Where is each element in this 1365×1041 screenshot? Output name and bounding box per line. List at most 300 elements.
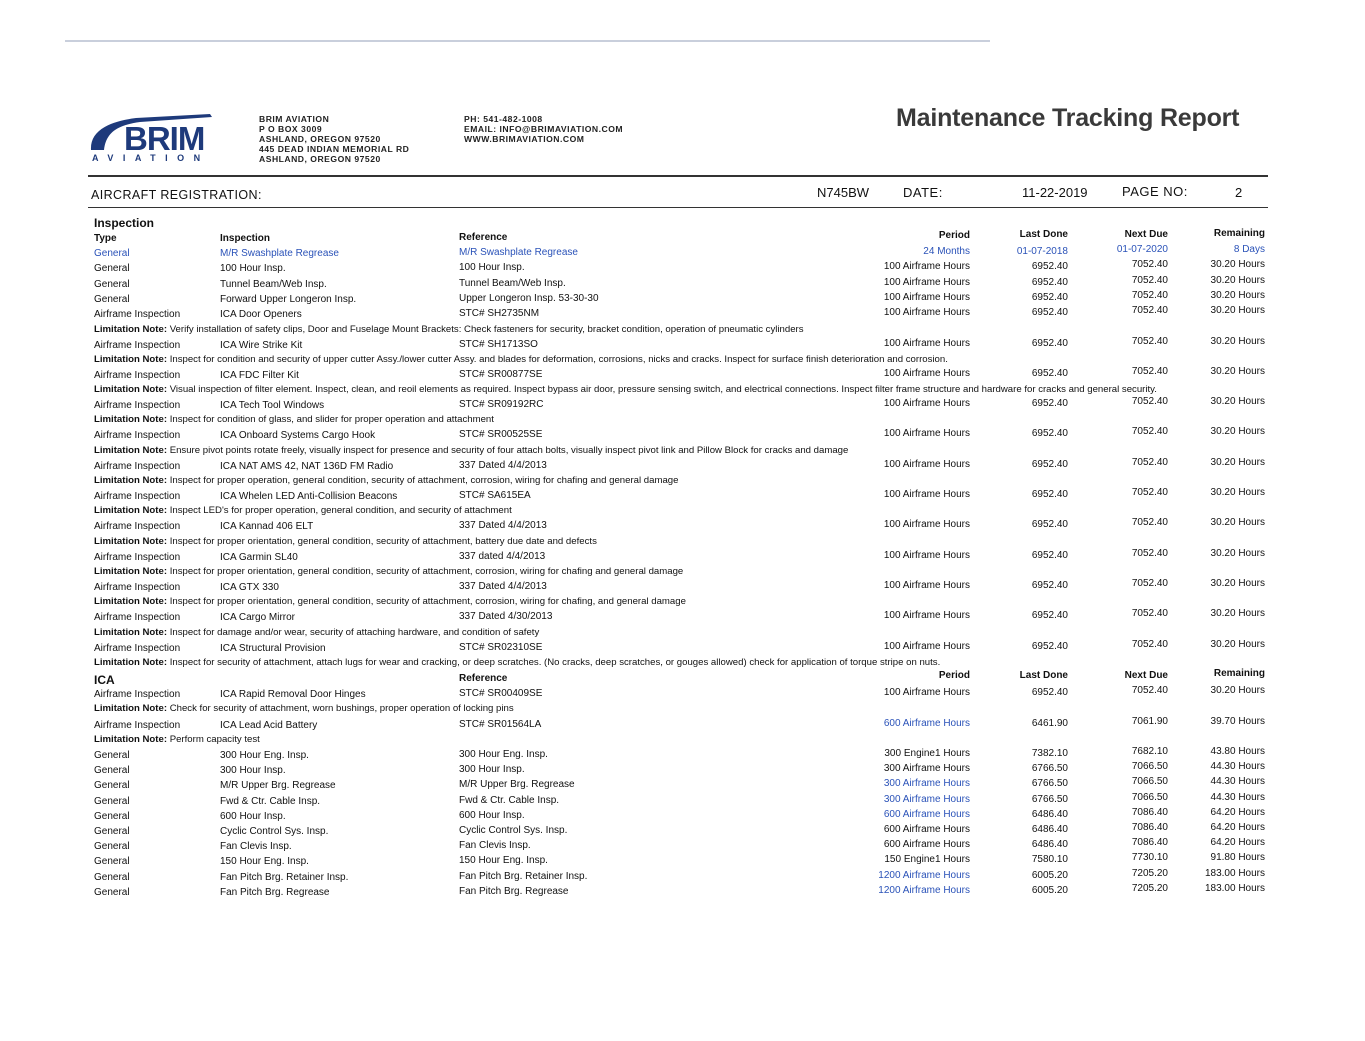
cell-remaining: 30.20 Hours: [1210, 259, 1265, 271]
cell-reference: 337 Dated 4/4/2013: [459, 580, 547, 592]
cell-type: General: [94, 826, 130, 837]
cell-remaining: 30.20 Hours: [1210, 396, 1265, 408]
cell-period: 600 Airframe Hours: [883, 808, 970, 820]
cell-last-done: 7580.10: [1031, 854, 1068, 866]
cell-remaining: 39.70 Hours: [1210, 715, 1265, 727]
cell-next-due: 7052.40: [1131, 638, 1168, 650]
cell-last-done: 6005.20: [1031, 869, 1068, 881]
limitation-note-label: Limitation Note:: [94, 505, 168, 517]
cell-next-due: 7066.50: [1131, 776, 1168, 788]
cell-period: 100 Airframe Hours: [883, 398, 970, 410]
limitation-note-text: Inspect for condition of glass, and slider for proper operation and attachment: [169, 414, 494, 426]
address-line: P O BOX 3009: [259, 124, 323, 134]
cell-type: Airframe Inspection: [94, 581, 181, 593]
cell-last-done: 6952.40: [1031, 640, 1068, 652]
cell-type: General: [94, 248, 130, 259]
cell-last-done: 6461.90: [1031, 717, 1068, 729]
cell-type: Airframe Inspection: [94, 642, 181, 654]
table-row: [0, 687, 1365, 701]
cell-last-done: 6952.40: [1031, 458, 1068, 470]
cell-period: 100 Airframe Hours: [883, 610, 970, 622]
cell-inspection: Fan Pitch Brg. Retainer Insp.: [220, 871, 349, 883]
cell-next-due: 7052.40: [1131, 426, 1168, 438]
table-row: [0, 335, 1365, 352]
inspection-section-title: Inspection: [94, 216, 155, 230]
table-row: [0, 610, 1365, 624]
cell-last-done: 6952.40: [1031, 428, 1068, 440]
limitation-note-label: Limitation Note:: [94, 353, 168, 365]
cell-last-done: 6952.40: [1031, 519, 1068, 531]
cell-next-due: 7052.40: [1131, 577, 1168, 589]
limitation-note-text: Inspect LED's for proper operation, general condition, and security of attachment: [169, 505, 512, 517]
cell-remaining: 30.20 Hours: [1210, 456, 1265, 468]
cell-reference: STC# SR02310SE: [459, 641, 543, 653]
ica-header-row: [0, 670, 1365, 684]
cell-period: 300 Airframe Hours: [883, 763, 970, 775]
limitation-note: [94, 475, 678, 486]
inspection-header-row: [0, 230, 1365, 244]
cell-next-due: 7061.90: [1131, 715, 1168, 727]
cell-reference: STC# SR00409SE: [459, 688, 543, 699]
col-reference: Reference: [459, 673, 508, 684]
limitation-note-text: Inspect for proper orientation, general condition, security of attachment, corrosion, wiring for chafing and general damage: [169, 565, 684, 577]
page-value: 2: [1235, 185, 1243, 200]
cell-inspection: 600 Hour Insp.: [220, 810, 286, 822]
cell-remaining: 30.20 Hours: [1210, 638, 1265, 650]
cell-inspection: ICA Whelen LED Anti-Collision Beacons: [220, 491, 398, 502]
cell-period: 100 Airframe Hours: [883, 367, 970, 379]
cell-remaining: 64.20 Hours: [1210, 822, 1265, 833]
cell-next-due: 7086.40: [1131, 806, 1168, 818]
limitation-note-label: Limitation Note:: [94, 626, 168, 638]
date-label: DATE:: [903, 185, 943, 200]
cell-inspection: Forward Upper Longeron Insp.: [220, 293, 357, 305]
cell-type: Airframe Inspection: [94, 551, 181, 563]
col-last-done: Last Done: [1019, 670, 1068, 681]
col-reference: Reference: [459, 232, 508, 243]
cell-remaining: 30.20 Hours: [1210, 274, 1265, 286]
cell-type: General: [94, 765, 130, 777]
cell-reference: STC# SH2735NM: [459, 308, 540, 320]
limitation-note-text: Ensure pivot points rotate freely, visually inspect for presence and security of four attach bolts, visually inspect pivot link and Pillow Block for cracks and damage: [169, 444, 849, 456]
cell-reference: Tunnel Beam/Web Insp.: [459, 277, 566, 289]
cell-last-done: 6952.40: [1031, 291, 1068, 303]
contact-email: EMAIL: INFO@BRIMAVIATION.COM: [464, 124, 624, 134]
contact-website: WWW.BRIMAVIATION.COM: [464, 134, 585, 144]
table-row: [0, 489, 1365, 503]
cell-last-done: 6952.40: [1031, 549, 1068, 561]
limitation-note-label: Limitation Note:: [94, 323, 168, 335]
table-row: [0, 882, 1365, 899]
cell-reference: 337 Dated 4/4/2013: [459, 520, 547, 532]
cell-reference: STC# SA615EA: [459, 490, 531, 501]
cell-type: Airframe Inspection: [94, 309, 181, 321]
cell-type: General: [94, 278, 130, 290]
cell-period: 100 Airframe Hours: [883, 337, 970, 349]
cell-remaining: 183.00 Hours: [1204, 882, 1265, 894]
cell-period: 100 Airframe Hours: [883, 261, 970, 273]
address-line: ASHLAND, OREGON 97520: [259, 134, 381, 144]
limitation-note: [94, 324, 804, 335]
limitation-note-label: Limitation Note:: [94, 475, 168, 486]
table-row: [0, 519, 1365, 533]
cell-inspection: 300 Hour Eng. Insp.: [220, 750, 309, 761]
cell-next-due: 7052.40: [1131, 289, 1168, 301]
limitation-note: [94, 354, 948, 365]
table-row: [0, 547, 1365, 564]
cell-remaining: 44.30 Hours: [1210, 776, 1265, 788]
limitation-note-label: Limitation Note:: [94, 656, 168, 668]
cell-next-due: 7052.40: [1131, 487, 1168, 498]
cell-last-done: 6952.40: [1031, 367, 1068, 379]
table-row: [0, 854, 1365, 868]
cell-period: 100 Airframe Hours: [883, 640, 970, 652]
limitation-note: [94, 414, 494, 425]
limitation-note-text: Inspect for proper orientation, general condition, security of attachment, corrosion, wiring for chafing, and general damage: [169, 596, 686, 608]
cell-inspection: ICA GTX 330: [220, 581, 279, 593]
limitation-note-label: Limitation Note:: [94, 384, 168, 396]
subheader-divider: [88, 207, 1268, 208]
cell-reference: 337 Dated 4/30/2013: [459, 611, 553, 623]
cell-type: Airframe Inspection: [94, 719, 181, 731]
cell-next-due: 7205.20: [1131, 882, 1168, 894]
cell-remaining: 30.20 Hours: [1210, 577, 1265, 589]
cell-reference: 300 Hour Eng. Insp.: [459, 749, 548, 760]
col-type: Type: [94, 233, 117, 244]
limitation-note-label: Limitation Note:: [94, 733, 168, 745]
limitation-note-text: Inspect for proper orientation, general condition, security of attachment, battery due date and defects: [169, 535, 597, 547]
table-row: [0, 428, 1365, 442]
col-next-due: Next Due: [1124, 229, 1168, 240]
cell-type: General: [94, 293, 130, 305]
limitation-note: [94, 596, 686, 607]
cell-type: Airframe Inspection: [94, 521, 181, 533]
cell-inspection: Cyclic Control Sys. Insp.: [220, 826, 329, 837]
limitation-note: [94, 445, 848, 456]
table-row: [0, 824, 1365, 838]
cell-inspection: ICA Rapid Removal Door Hinges: [220, 689, 366, 700]
cell-inspection: ICA Structural Provision: [220, 642, 326, 654]
cell-reference: STC# SR00877SE: [459, 368, 543, 380]
cell-reference: 100 Hour Insp.: [459, 262, 525, 274]
limitation-note-label: Limitation Note:: [94, 596, 168, 608]
cell-inspection: Fwd & Ctr. Cable Insp.: [220, 795, 321, 807]
cell-inspection: ICA Kannad 406 ELT: [220, 521, 314, 533]
table-row: [0, 365, 1365, 382]
table-row: [0, 456, 1365, 473]
cell-next-due: 7052.40: [1131, 396, 1168, 408]
cell-next-due: 7052.40: [1131, 274, 1168, 286]
cell-reference: STC# SH1713SO: [459, 338, 538, 350]
table-row: [0, 867, 1365, 884]
limitation-note-label: Limitation Note:: [94, 565, 168, 577]
limitation-note-text: Check for security of attachment, worn bushings, proper operation of locking pins: [169, 703, 514, 715]
limitation-note: [94, 505, 512, 516]
cell-period: 100 Airframe Hours: [883, 428, 970, 440]
table-row: [0, 246, 1365, 260]
header-divider: [88, 175, 1268, 177]
cell-last-done: 6952.40: [1031, 307, 1068, 319]
cell-last-done: 6486.40: [1031, 839, 1068, 851]
table-row: [0, 289, 1365, 306]
cell-inspection: ICA NAT AMS 42, NAT 136D FM Radio: [220, 460, 394, 472]
cell-remaining: 64.20 Hours: [1210, 806, 1265, 818]
cell-inspection: 300 Hour Insp.: [220, 765, 286, 777]
cell-period: 600 Airframe Hours: [883, 717, 970, 729]
cell-reference: Fan Pitch Brg. Regrease: [459, 885, 569, 897]
ica-section-title: ICA: [94, 673, 115, 687]
cell-remaining: 30.20 Hours: [1210, 517, 1265, 529]
cell-reference: 300 Hour Insp.: [459, 764, 525, 776]
cell-type: Airframe Inspection: [94, 339, 181, 351]
col-inspection: Inspection: [220, 233, 271, 244]
cell-inspection: ICA Cargo Mirror: [220, 612, 296, 624]
cell-type: General: [94, 795, 130, 807]
cell-reference: STC# SR09192RC: [459, 399, 544, 411]
limitation-note-text: Inspect for damage and/or wear, security of attaching hardware, and condition of safety: [169, 626, 540, 638]
table-row: [0, 398, 1365, 412]
col-period: Period: [938, 230, 970, 241]
cell-next-due: 7052.40: [1131, 365, 1168, 377]
cell-period: 100 Airframe Hours: [883, 579, 970, 591]
cell-period: 600 Airframe Hours: [883, 839, 970, 851]
logo-text: BRIM: [124, 120, 205, 154]
cell-next-due: 7066.50: [1131, 791, 1168, 803]
cell-period: 24 Months: [923, 246, 970, 257]
cell-last-done: 6952.40: [1031, 276, 1068, 288]
cell-inspection: ICA Wire Strike Kit: [220, 339, 303, 351]
cell-remaining: 8 Days: [1233, 244, 1265, 255]
cell-remaining: 30.20 Hours: [1210, 289, 1265, 301]
cell-next-due: 7052.40: [1131, 608, 1168, 620]
cell-type: Airframe Inspection: [94, 400, 181, 412]
page-label: PAGE NO:: [1122, 184, 1188, 199]
cell-period: 300 Airframe Hours: [883, 778, 970, 790]
cell-next-due: 01-07-2020: [1116, 244, 1168, 255]
cell-reference: STC# SR01564LA: [459, 718, 542, 730]
cell-type: General: [94, 871, 130, 883]
table-row: [0, 791, 1365, 808]
limitation-note: [94, 627, 539, 638]
cell-type: Airframe Inspection: [94, 369, 181, 381]
cell-period: 1200 Airframe Hours: [878, 869, 970, 881]
col-last-done: Last Done: [1019, 229, 1068, 240]
col-next-due: Next Due: [1124, 670, 1168, 681]
contact-phone: PH: 541-482-1008: [464, 114, 543, 124]
cell-inspection: ICA Lead Acid Battery: [220, 719, 318, 731]
limitation-note: [94, 703, 514, 714]
table-row: [0, 839, 1365, 853]
logo-swoosh-icon: [88, 110, 220, 154]
cell-remaining: 30.20 Hours: [1210, 487, 1265, 498]
cell-next-due: 7205.20: [1131, 867, 1168, 879]
cell-last-done: 01-07-2018: [1016, 246, 1068, 257]
cell-next-due: 7086.40: [1131, 837, 1168, 849]
limitation-note: [94, 566, 683, 577]
cell-period: 300 Engine1 Hours: [884, 748, 970, 759]
cell-last-done: 6952.40: [1031, 261, 1068, 273]
cell-type: General: [94, 886, 130, 898]
cell-reference: STC# SR00525SE: [459, 429, 543, 441]
cell-inspection: M/R Upper Brg. Regrease: [220, 780, 336, 792]
scan-artifact-line: [65, 40, 990, 42]
table-row: [0, 806, 1365, 823]
limitation-note-label: Limitation Note:: [94, 535, 168, 547]
limitation-note: [94, 384, 1157, 395]
cell-reference: M/R Swashplate Regrease: [459, 247, 578, 258]
cell-next-due: 7052.40: [1131, 547, 1168, 559]
cell-inspection: ICA Onboard Systems Cargo Hook: [220, 430, 376, 442]
date-value: 11-22-2019: [1022, 185, 1088, 200]
cell-type: General: [94, 856, 130, 868]
cell-last-done: 6952.40: [1031, 337, 1068, 349]
cell-remaining: 44.30 Hours: [1210, 761, 1265, 773]
cell-period: 300 Airframe Hours: [883, 793, 970, 805]
cell-next-due: 7682.10: [1131, 746, 1168, 757]
cell-last-done: 6952.40: [1031, 687, 1068, 698]
company-address: [259, 114, 409, 164]
cell-inspection: 150 Hour Eng. Insp.: [220, 856, 309, 868]
cell-remaining: 183.00 Hours: [1204, 867, 1265, 879]
limitation-note-label: Limitation Note:: [94, 703, 168, 715]
table-row: [0, 763, 1365, 777]
cell-inspection: M/R Swashplate Regrease: [220, 248, 339, 259]
cell-inspection: 100 Hour Insp.: [220, 263, 286, 275]
report-title: Maintenance Tracking Report: [896, 104, 1240, 132]
cell-reference: Upper Longeron Insp. 53-30-30: [459, 292, 599, 304]
cell-next-due: 7730.10: [1131, 852, 1168, 864]
cell-last-done: 6952.40: [1031, 398, 1068, 410]
cell-remaining: 30.20 Hours: [1210, 305, 1265, 317]
cell-remaining: 91.80 Hours: [1210, 852, 1265, 864]
table-row: [0, 715, 1365, 732]
cell-reference: Fan Pitch Brg. Retainer Insp.: [459, 870, 588, 882]
cell-next-due: 7066.50: [1131, 761, 1168, 773]
table-row: [0, 638, 1365, 655]
cell-last-done: 6486.40: [1031, 808, 1068, 820]
cell-remaining: 30.20 Hours: [1210, 365, 1265, 377]
table-row: [0, 778, 1365, 792]
cell-period: 100 Airframe Hours: [883, 687, 970, 698]
registration-value: N745BW: [817, 185, 870, 200]
cell-period: 100 Airframe Hours: [883, 307, 970, 319]
cell-last-done: 6766.50: [1031, 763, 1068, 775]
cell-period: 100 Airframe Hours: [883, 549, 970, 561]
cell-period: 100 Airframe Hours: [883, 519, 970, 531]
limitation-note-text: Verify installation of safety clips, Door and Fuselage Mount Brackets: Check fasteners for security, bracket condition, operation of pneumatic cylinders: [169, 323, 804, 335]
company-contact: [464, 114, 623, 144]
cell-type: Airframe Inspection: [94, 430, 181, 442]
cell-next-due: 7052.40: [1131, 259, 1168, 271]
cell-last-done: 6766.50: [1031, 778, 1068, 790]
cell-reference: M/R Upper Brg. Regrease: [459, 779, 575, 791]
cell-period: 100 Airframe Hours: [883, 489, 970, 500]
cell-type: General: [94, 263, 130, 275]
cell-remaining: 43.80 Hours: [1210, 746, 1265, 757]
cell-next-due: 7052.40: [1131, 517, 1168, 529]
table-row: [0, 274, 1365, 291]
cell-last-done: 6005.20: [1031, 884, 1068, 896]
cell-reference: 600 Hour Insp.: [459, 809, 525, 821]
cell-period: 100 Airframe Hours: [883, 291, 970, 303]
cell-next-due: 7052.40: [1131, 456, 1168, 468]
cell-next-due: 7052.40: [1131, 305, 1168, 317]
cell-inspection: ICA Tech Tool Windows: [220, 400, 325, 412]
table-row: [0, 577, 1365, 594]
cell-inspection: ICA Garmin SL40: [220, 551, 298, 563]
cell-inspection: ICA Door Openers: [220, 309, 302, 321]
logo-subtext: AVIATION: [92, 153, 210, 163]
cell-remaining: 44.30 Hours: [1210, 791, 1265, 803]
cell-type: Airframe Inspection: [94, 689, 181, 700]
cell-type: General: [94, 841, 130, 853]
cell-last-done: 6766.50: [1031, 793, 1068, 805]
cell-last-done: 6952.40: [1031, 610, 1068, 622]
limitation-note: [94, 536, 597, 547]
table-row: [0, 307, 1365, 321]
cell-reference: 337 dated 4/4/2013: [459, 550, 546, 562]
address-line: BRIM AVIATION: [259, 114, 330, 124]
cell-type: General: [94, 810, 130, 822]
limitation-note-text: Visual inspection of filter element. Inspect, clean, and reoil elements as required. Inspect bypass air door, pressure sensing switch, and electrical connections. Inspect filter frame structure and hardware for cracks and general security.: [169, 384, 1157, 396]
cell-reference: Fwd & Ctr. Cable Insp.: [459, 794, 560, 806]
cell-next-due: 7052.40: [1131, 685, 1168, 696]
cell-remaining: 64.20 Hours: [1210, 837, 1265, 849]
cell-period: 100 Airframe Hours: [883, 458, 970, 470]
cell-next-due: 7086.40: [1131, 822, 1168, 833]
cell-last-done: 6486.40: [1031, 824, 1068, 835]
limitation-note-label: Limitation Note:: [94, 414, 168, 426]
cell-remaining: 30.20 Hours: [1210, 685, 1265, 696]
col-period: Period: [938, 670, 970, 681]
limitation-note: [94, 657, 940, 668]
limitation-note: [94, 734, 260, 745]
limitation-note-text: Inspect for proper operation, general condition, security of attachment, corrosion, wiring for chafing and general damage: [169, 475, 679, 486]
cell-period: 1200 Airframe Hours: [878, 884, 970, 896]
cell-period: 600 Airframe Hours: [883, 824, 970, 835]
table-row: [0, 748, 1365, 762]
cell-type: Airframe Inspection: [94, 460, 181, 472]
cell-remaining: 30.20 Hours: [1210, 335, 1265, 347]
cell-reference: Fan Clevis Insp.: [459, 840, 531, 852]
cell-reference: Cyclic Control Sys. Insp.: [459, 825, 568, 836]
cell-last-done: 6952.40: [1031, 579, 1068, 591]
cell-inspection: Fan Clevis Insp.: [220, 841, 292, 853]
cell-reference: 337 Dated 4/4/2013: [459, 459, 547, 471]
cell-remaining: 30.20 Hours: [1210, 608, 1265, 620]
cell-type: General: [94, 750, 130, 761]
cell-period: 150 Engine1 Hours: [884, 854, 970, 866]
cell-type: Airframe Inspection: [94, 612, 181, 624]
limitation-note-label: Limitation Note:: [94, 444, 168, 456]
cell-remaining: 30.20 Hours: [1210, 426, 1265, 438]
cell-type: Airframe Inspection: [94, 491, 181, 502]
cell-last-done: 6952.40: [1031, 489, 1068, 500]
registration-label: AIRCRAFT REGISTRATION:: [91, 188, 262, 202]
limitation-note-text: Inspect for condition and security of upper cutter Assy./lower cutter Assy. and blades for deformation, corrosions, nicks and cracks. Inspect for surface finish deterioration and corrosion.: [169, 353, 948, 365]
cell-reference: 150 Hour Eng. Insp.: [459, 855, 548, 867]
cell-last-done: 7382.10: [1031, 748, 1068, 759]
cell-inspection: Fan Pitch Brg. Regrease: [220, 886, 330, 898]
cell-remaining: 30.20 Hours: [1210, 547, 1265, 559]
cell-inspection: Tunnel Beam/Web Insp.: [220, 278, 327, 290]
cell-period: 100 Airframe Hours: [883, 276, 970, 288]
address-line: ASHLAND, OREGON 97520: [259, 154, 381, 164]
limitation-note-text: Inspect for security of attachment, attach lugs for wear and cracking, or deep scratches. (No cracks, deep scratches, or gouges allowed) check for application of torque stripe on nuts.: [169, 656, 941, 668]
table-row: [0, 261, 1365, 275]
cell-inspection: ICA FDC Filter Kit: [220, 369, 299, 381]
col-remaining: Remaining: [1213, 668, 1265, 679]
